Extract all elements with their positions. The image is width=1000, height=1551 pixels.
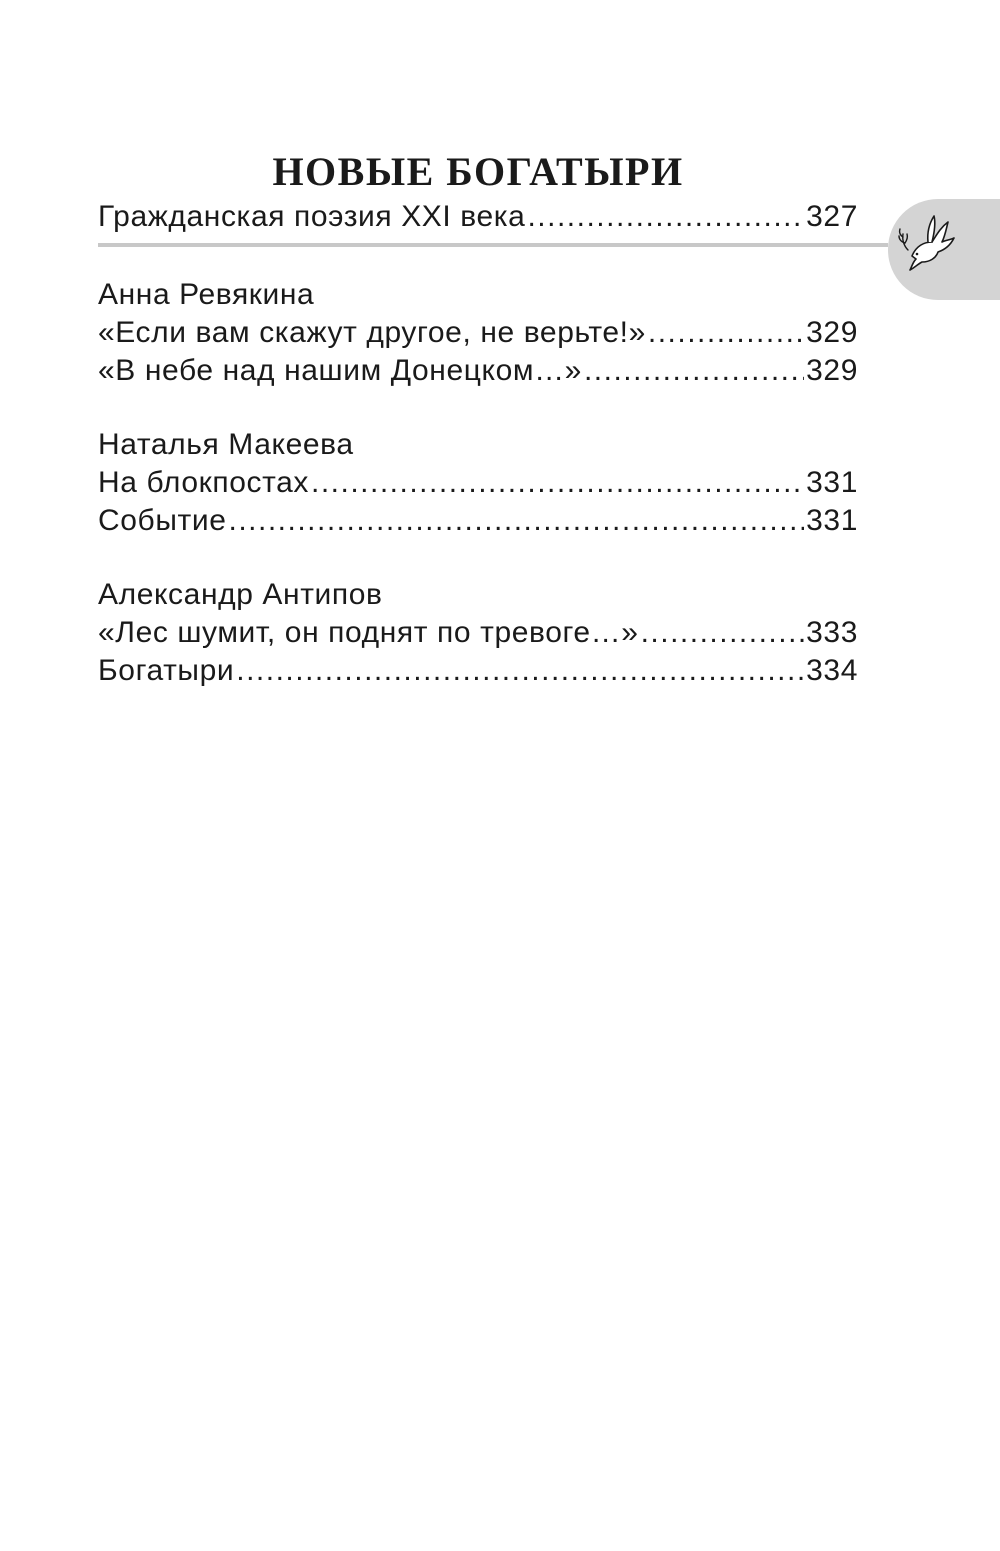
author-name: Александр Антипов: [98, 578, 383, 611]
author-name: Наталья Макеева: [98, 428, 354, 461]
dot-leader: [236, 652, 804, 690]
toc-entry[interactable]: [98, 652, 858, 690]
toc-entry[interactable]: [98, 614, 858, 652]
author-block: [98, 576, 858, 690]
entry-page: 334: [806, 654, 858, 687]
dot-leader: [648, 314, 804, 352]
entry-title: Гражданская поэзия XXI века: [98, 200, 526, 233]
entry-title: Событие: [98, 504, 227, 537]
entry-page: 331: [806, 466, 858, 499]
toc-entry[interactable]: [98, 352, 858, 390]
entry-page: 327: [806, 200, 858, 233]
toc-entry[interactable]: [98, 502, 858, 540]
dot-leader: [228, 502, 804, 540]
entry-page: 329: [806, 354, 858, 387]
dot-leader: [641, 614, 805, 652]
section-title: НОВЫЕ БОГАТЫРИ: [272, 149, 684, 194]
entry-title: «В небе над нашим Донецком…»: [98, 354, 582, 387]
entry-title: «Если вам скажут другое, не верьте!»: [98, 316, 646, 349]
entry-title: Богатыри: [98, 654, 235, 687]
dot-leader: [584, 352, 804, 390]
toc-row: [98, 198, 858, 236]
toc-entry[interactable]: [98, 464, 858, 502]
dot-leader: [311, 464, 804, 502]
entry-page: 333: [806, 616, 858, 649]
author-name: Анна Ревякина: [98, 278, 315, 311]
entry-title: На блокпостах: [98, 466, 309, 499]
author-block: [98, 426, 858, 540]
author-block: [98, 276, 858, 390]
dot-leader: [527, 198, 804, 236]
toc-entry-intro[interactable]: [98, 198, 858, 236]
section-divider: [98, 243, 888, 247]
entry-page: 331: [806, 504, 858, 537]
dove-icon: [898, 210, 960, 280]
toc-entry[interactable]: [98, 314, 858, 352]
entry-title: «Лес шумит, он поднят по тревоге…»: [98, 616, 639, 649]
entry-page: 329: [806, 316, 858, 349]
